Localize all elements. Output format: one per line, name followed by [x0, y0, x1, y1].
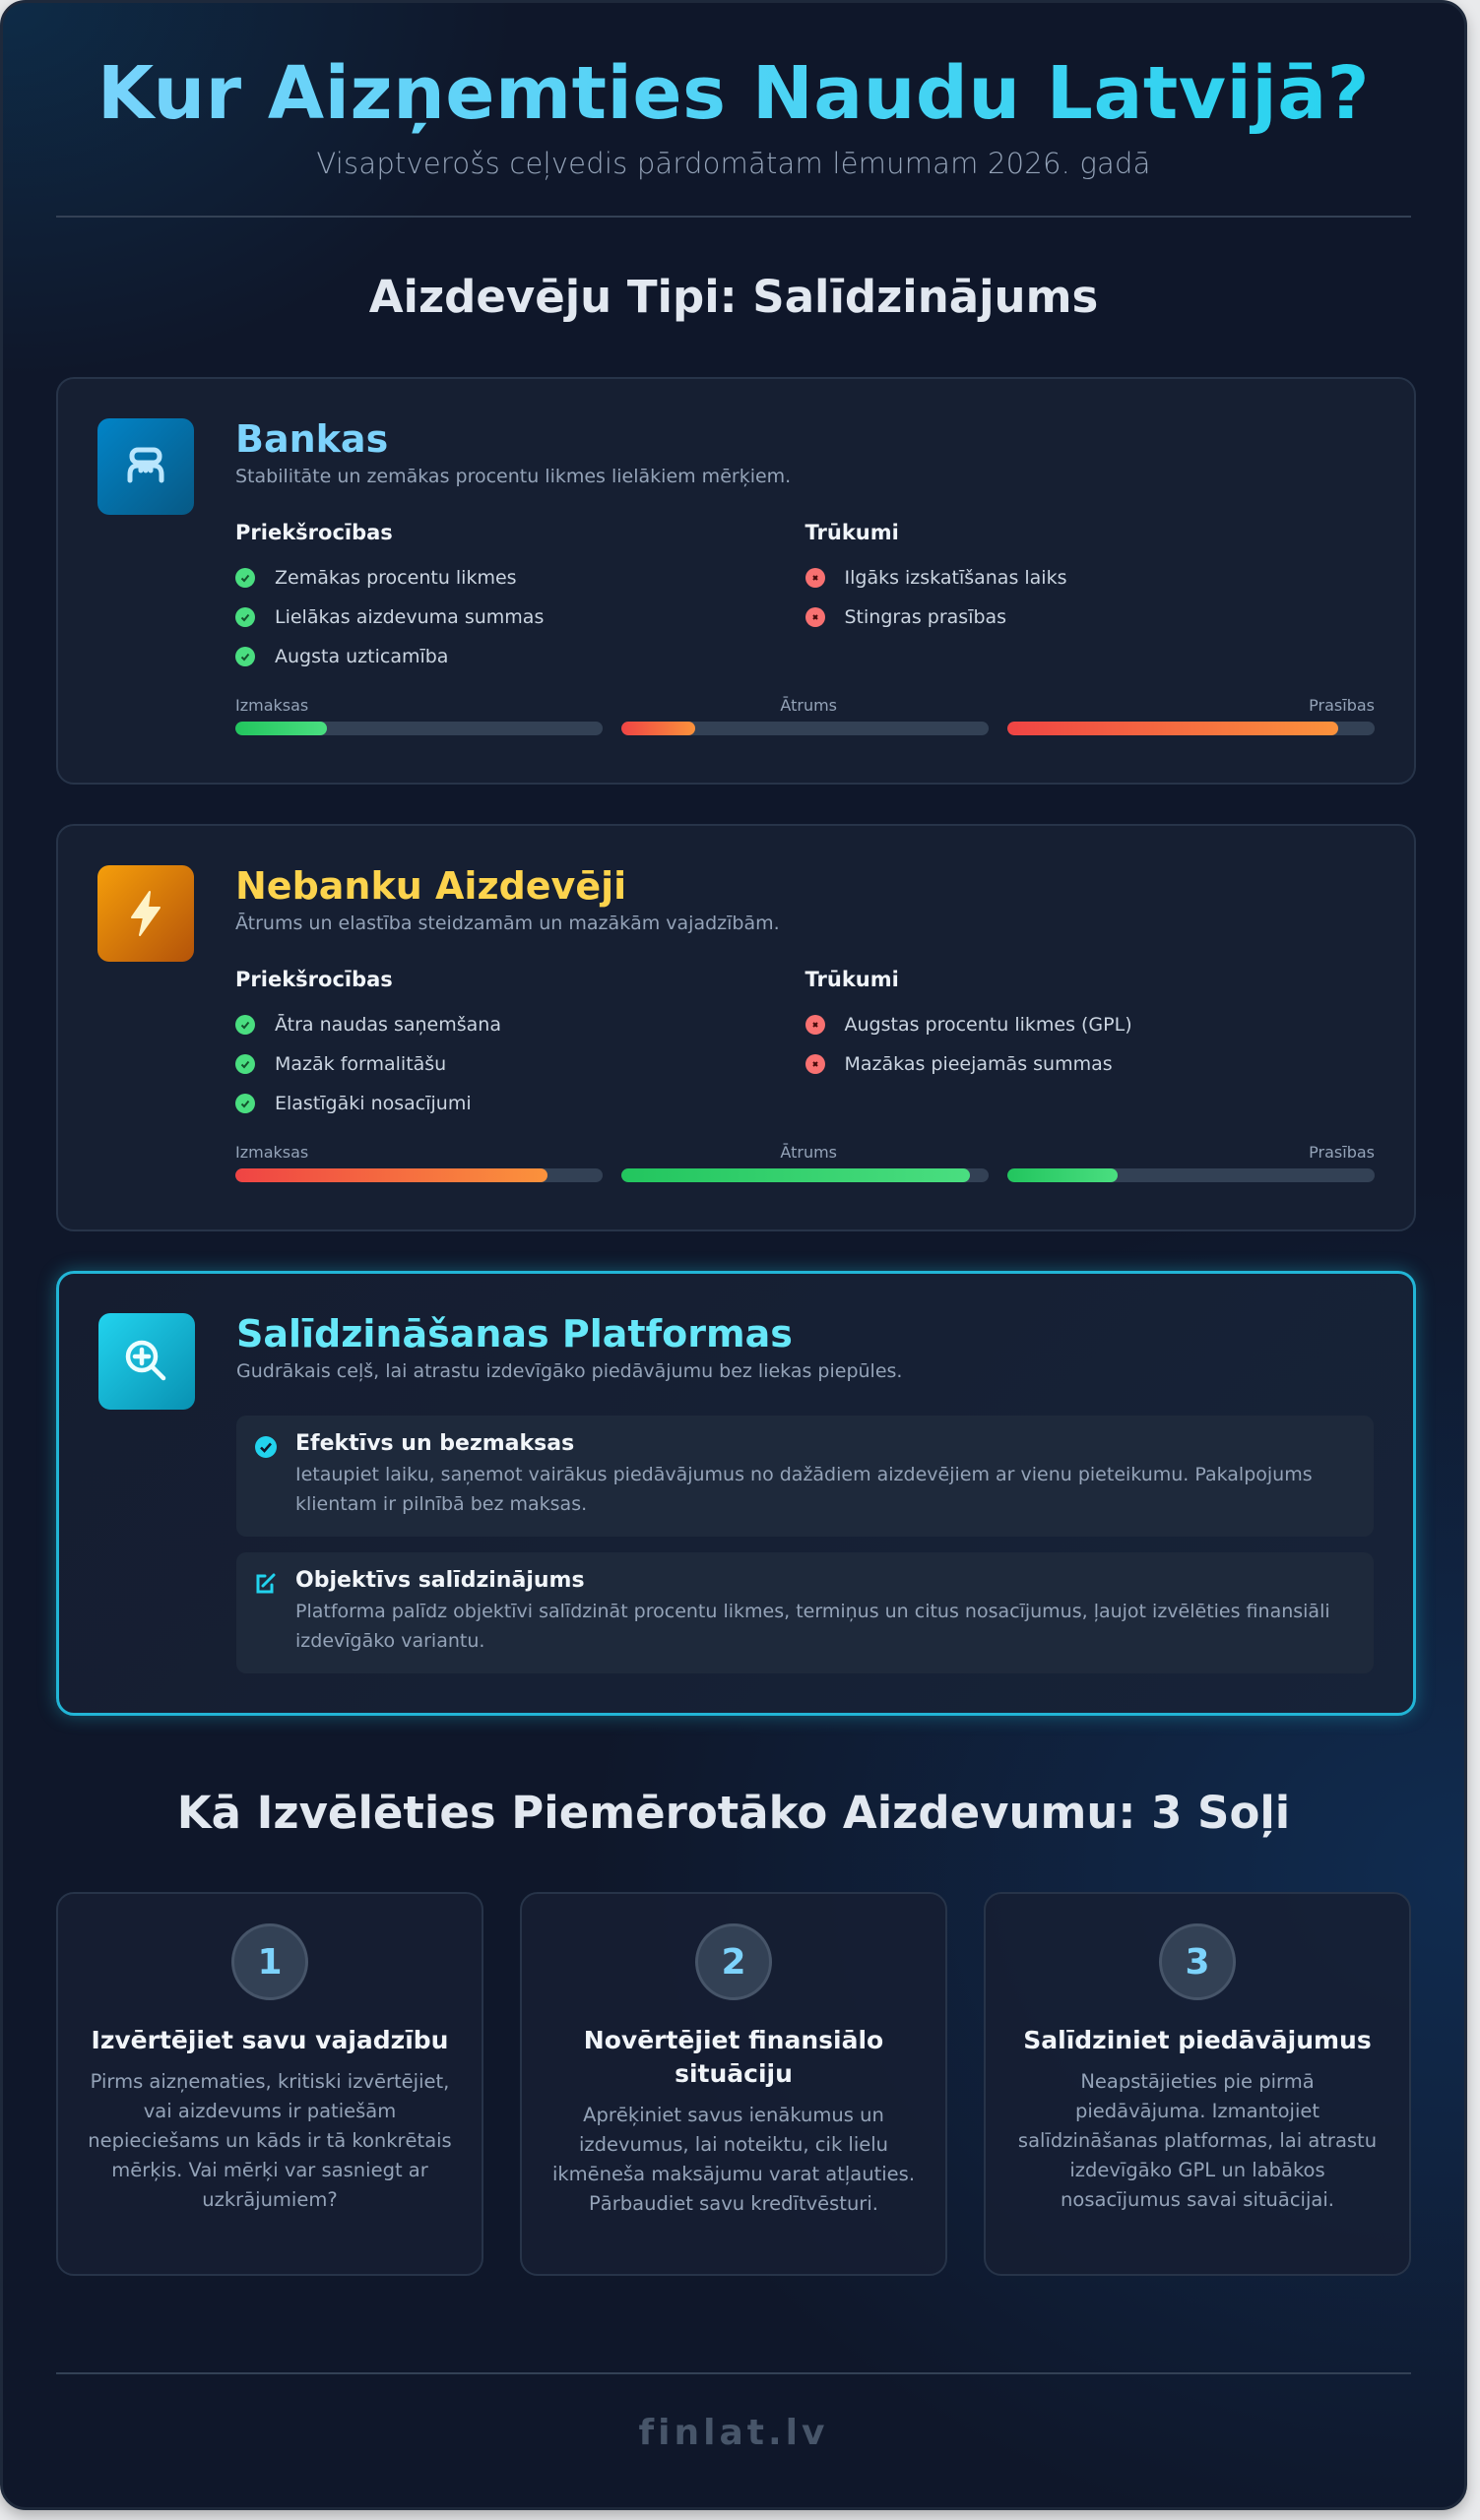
- meter-label-requirements: Prasības: [1309, 1143, 1375, 1162]
- section-title-steps: Kā Izvēlēties Piemērotāko Aizdevumu: 3 Soļi: [176, 1787, 1291, 1839]
- step-title: Novērtējiet finansiālo situāciju: [583, 2026, 884, 2088]
- check-circle-icon: [235, 1094, 255, 1113]
- check-circle-icon: [235, 647, 255, 666]
- edit-check-icon: [254, 1572, 278, 1596]
- step-card-1: [56, 1892, 483, 2276]
- pro-item: Augsta uzticamība: [235, 637, 805, 676]
- step-card-3: [984, 1892, 1411, 2276]
- x-circle-icon: [805, 607, 825, 627]
- step-number: 2: [695, 1923, 772, 2000]
- meter-cost: [235, 722, 603, 735]
- rating-meters: [235, 1143, 1375, 1182]
- steps-row: [56, 1892, 1411, 2276]
- pros-heading: Priekšrocības: [235, 968, 393, 991]
- step-text: Pirms aizņematies, kritiski izvērtējiet, vai aizdevums ir patiešām nepieciešams un kāds ir tā konkrētais mērķis. Vai mērķi var sasniegt ar uzkrājumiem?: [88, 2070, 452, 2211]
- check-circle-icon: [235, 1015, 255, 1035]
- meter-speed: [621, 722, 989, 735]
- meter-label-speed: Ātrums: [780, 696, 837, 715]
- cons-heading: Trūkumi: [804, 521, 899, 544]
- con-item: Mazākas pieejamās summas: [805, 1044, 1376, 1084]
- platforms-card: [56, 1271, 1416, 1716]
- check-badge-icon: [254, 1435, 278, 1459]
- meter-label-cost: Izmaksas: [235, 696, 309, 715]
- step-card-2: [520, 1892, 947, 2276]
- check-circle-icon: [235, 1054, 255, 1074]
- page-subtitle: Visaptverošs ceļvedis pārdomātam lēmumam 2026. gadā: [316, 147, 1151, 180]
- step-number: 1: [231, 1923, 308, 2000]
- card-title: Bankas: [235, 417, 389, 461]
- step-text: Neapstājieties pie pirmā piedāvājuma. Izmantojiet salīdzināšanas platformas, lai atrastu izdevīgāko GPL un labākos nosacījumus savai situācijai.: [1017, 2070, 1378, 2211]
- x-circle-icon: [805, 568, 825, 588]
- meter-label-cost: Izmaksas: [235, 1143, 309, 1162]
- cons-heading: Trūkumi: [804, 968, 899, 991]
- meter-requirements: [1007, 722, 1375, 735]
- magnifier-plus-icon: [98, 1313, 195, 1410]
- pro-item: Elastīgāki nosacījumi: [235, 1084, 805, 1123]
- bank-icon: [97, 418, 194, 515]
- con-item: Stingras prasības: [805, 598, 1376, 637]
- pros-list: [235, 968, 805, 1123]
- footer-divider: [56, 2372, 1411, 2374]
- section-title-lender-types: Aizdevēju Tipi: Salīdzinājums: [368, 271, 1099, 323]
- step-title: Salīdziniet piedāvājumus: [1023, 2026, 1372, 2054]
- card-description: Ātrums un elastība steidzamām un mazākām vajadzībām.: [235, 913, 780, 934]
- rating-meters: [235, 696, 1375, 735]
- con-item: Ilgāks izskatīšanas laiks: [805, 558, 1376, 598]
- lender-card-banks: [56, 377, 1416, 785]
- cons-list: [805, 968, 1376, 1123]
- meter-speed: [621, 1168, 989, 1182]
- meter-requirements: [1007, 1168, 1375, 1182]
- pro-item: Ātra naudas saņemšana: [235, 1005, 805, 1044]
- card-title: Nebanku Aizdevēji: [235, 864, 627, 908]
- card-description: Gudrākais ceļš, lai atrastu izdevīgāko piedāvājumu bez liekas piepūles.: [236, 1360, 903, 1382]
- x-circle-icon: [805, 1054, 825, 1074]
- step-text: Aprēķiniet savus ienākumus un izdevumus, lai noteiktu, cik lielu ikmēneša maksājumu varat atļauties. Pārbaudiet savu kredītvēsturi.: [551, 2104, 916, 2215]
- check-circle-icon: [235, 568, 255, 588]
- check-circle-icon: [235, 607, 255, 627]
- meter-label-requirements: Prasības: [1309, 696, 1375, 715]
- meter-label-speed: Ātrums: [780, 1143, 837, 1162]
- cons-list: [805, 521, 1376, 676]
- x-circle-icon: [805, 1015, 825, 1035]
- page-title: Kur Aizņemties Naudu Latvijā?: [3, 50, 1464, 137]
- lender-card-nonbank: [56, 824, 1416, 1231]
- card-title: Salīdzināšanas Platformas: [236, 1312, 793, 1355]
- pro-item: Lielākas aizdevuma summas: [235, 598, 805, 637]
- divider: [56, 216, 1411, 218]
- lightning-icon: [97, 865, 194, 962]
- pros-heading: Priekšrocības: [235, 521, 393, 544]
- pro-item: Mazāk formalitāšu: [235, 1044, 805, 1084]
- pro-item: Zemākas procentu likmes: [235, 558, 805, 598]
- footer-brand: finlat.lv: [638, 2413, 829, 2453]
- step-title: Izvērtējiet savu vajadzību: [91, 2026, 449, 2054]
- feature-objective-comparison: Objektīvs salīdzinājums Platforma palīdz objektīvi salīdzināt procentu likmes, termiņus un citus nosacījumus, ļaujot izvēlēties finansiāli izdevīgāko variantu.: [236, 1552, 1374, 1673]
- card-description: Stabilitāte un zemākas procentu likmes lielākiem mērķiem.: [235, 466, 792, 487]
- feature-efficient-free: Efektīvs un bezmaksas Ietaupiet laiku, saņemot vairākus piedāvājumus no dažādiem aizdevējiem ar vienu pieteikumu. Pakalpojums klientam ir pilnībā bez maksas.: [236, 1416, 1374, 1537]
- pros-list: [235, 521, 805, 676]
- meter-cost: [235, 1168, 603, 1182]
- step-number: 3: [1159, 1923, 1236, 2000]
- header: [3, 3, 1464, 180]
- con-item: Augstas procentu likmes (GPL): [805, 1005, 1376, 1044]
